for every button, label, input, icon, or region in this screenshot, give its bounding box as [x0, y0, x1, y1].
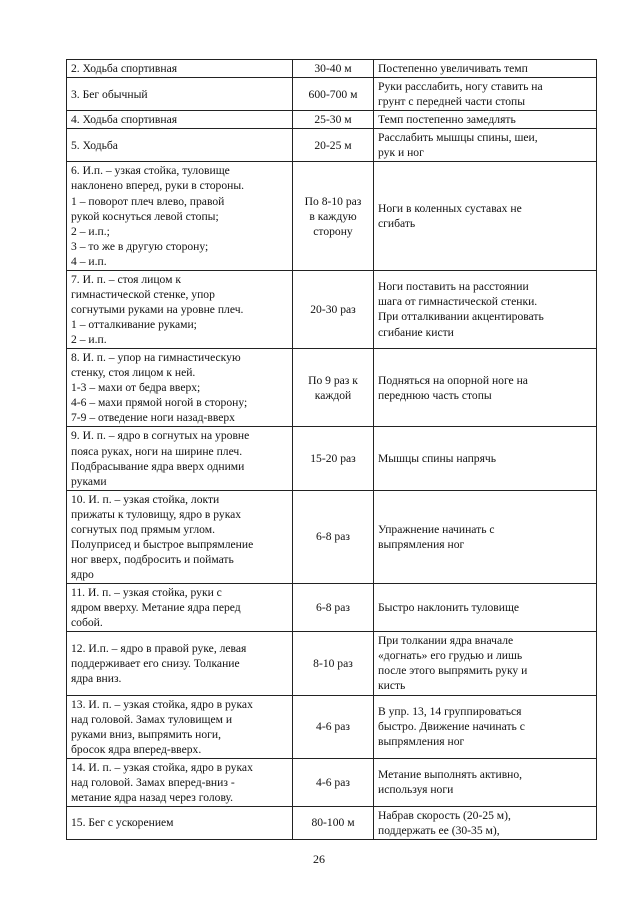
- dosage-cell: [293, 695, 374, 758]
- exercise-cell: [67, 270, 293, 348]
- notes-cell-line: сгибать: [378, 217, 416, 231]
- table-row: [67, 584, 597, 632]
- exercise-cell: [67, 806, 293, 839]
- exercise-cell-line: 2. Ходьба спортивная: [71, 62, 178, 75]
- exercise-cell-line: руками вниз, выпрямить ноги,: [71, 727, 221, 741]
- dosage-cell-line: 8-10 раз: [313, 656, 353, 670]
- table-row: [67, 758, 597, 806]
- exercise-cell-line: прижаты к туловищу, ядро в руках: [71, 507, 242, 521]
- exercise-cell: [67, 129, 293, 162]
- exercise-cell-line: над головой. Замах вперед-вниз -: [71, 775, 235, 789]
- exercise-cell-line: наклонено вперед, руки в стороны.: [71, 179, 245, 193]
- table-row: [67, 129, 597, 162]
- dosage-cell-line: По 9 раз к: [308, 373, 358, 387]
- notes-cell: [374, 78, 597, 111]
- notes-cell-line: переднюю часть стопы: [378, 388, 492, 402]
- dosage-cell: [293, 111, 374, 129]
- dosage-cell-line: в каждую: [309, 209, 357, 223]
- dosage-cell-line: 4-6 раз: [316, 720, 350, 734]
- notes-cell-line: Темп постепенно замедлять: [378, 113, 516, 127]
- exercise-cell-line: гимнастической стенке, упор: [71, 287, 215, 301]
- table-row: [67, 111, 597, 129]
- exercise-cell-line: 2 – и.п.: [71, 333, 107, 347]
- exercise-cell-line: Полуприсед и быстрое выпрямление: [71, 537, 254, 551]
- notes-cell: [374, 111, 597, 129]
- exercise-cell-line: Подбрасывание ядра вверх одними: [71, 459, 245, 473]
- exercise-cell: [67, 758, 293, 806]
- exercise-cell-line: 7. И. п. – стоя лицом к: [71, 272, 181, 286]
- dosage-cell-line: 80-100 м: [311, 816, 355, 830]
- dosage-cell-line: 20-25 м: [314, 138, 352, 152]
- dosage-cell-line: каждой: [314, 388, 352, 402]
- notes-cell-line: «догнать» его грудью и лишь: [378, 649, 523, 663]
- exercise-cell-line: 12. И.п. – ядро в правой руке, левая: [71, 641, 247, 655]
- dosage-cell: [293, 632, 374, 695]
- notes-cell: [374, 758, 597, 806]
- notes-cell-line: быстро. Движение начинать с: [378, 720, 525, 734]
- exercise-cell-line: рукой коснуться левой стопы;: [71, 209, 219, 223]
- exercise-cell-line: 1-3 – махи от бедра вверх;: [71, 381, 201, 395]
- notes-cell-line: Упражнение начинать с: [378, 522, 495, 536]
- exercise-cell-line: поддерживает его снизу. Толкание: [71, 656, 240, 670]
- notes-cell-line: В упр. 13, 14 группироваться: [378, 705, 522, 719]
- table-row: [67, 806, 597, 839]
- exercise-cell-line: руками: [71, 474, 107, 488]
- exercise-cell-line: 15. Бег с ускорением: [71, 816, 174, 830]
- exercise-cell-line: согнутых под прямым углом.: [71, 522, 215, 536]
- exercise-cell-line: бросок ядра вперед-вверх.: [71, 742, 202, 756]
- dosage-cell-line: 6-8 раз: [316, 601, 350, 615]
- exercise-cell: [67, 632, 293, 695]
- notes-cell: [374, 584, 597, 632]
- table-row: [67, 427, 597, 490]
- exercise-cell-line: 4 – и.п.: [71, 254, 107, 268]
- dosage-cell: [293, 270, 374, 348]
- table-row: [67, 162, 597, 270]
- notes-cell-line: шага от гимнастической стенки.: [378, 295, 538, 309]
- exercise-cell-line: ядра вниз.: [71, 671, 122, 685]
- exercise-cell: [67, 111, 293, 129]
- notes-cell: [374, 632, 597, 695]
- exercise-cell-line: 1 – отталкивание руками;: [71, 318, 197, 331]
- notes-cell: [374, 162, 597, 270]
- notes-cell-line: кисть: [378, 679, 406, 693]
- exercise-cell-line: 4-6 – махи прямой ногой в сторону;: [71, 396, 248, 410]
- dosage-cell: [293, 584, 374, 632]
- exercise-cell-line: 9. И. п. – ядро в согнутых на уровне: [71, 429, 250, 443]
- notes-cell-line: поддержать ее (30-35 м),: [378, 824, 500, 837]
- exercise-cell-line: 3. Бег обычный: [71, 87, 148, 101]
- notes-cell-line: При толкании ядра вначале: [378, 634, 514, 648]
- notes-cell-line: Мышцы спины напрячь: [378, 452, 497, 466]
- table-row: [67, 632, 597, 695]
- exercise-cell-line: 4. Ходьба спортивная: [71, 113, 178, 127]
- dosage-cell-line: 4-6 раз: [316, 775, 350, 789]
- notes-cell-line: выпрямления ног: [378, 735, 465, 749]
- notes-cell: [374, 349, 597, 427]
- dosage-cell-line: 25-30 м: [314, 113, 352, 127]
- exercise-cell-line: ядром вверху. Метание ядра перед: [71, 601, 241, 615]
- exercise-cell: [67, 78, 293, 111]
- exercise-cell-line: 1 – поворот плеч влево, правой: [71, 194, 225, 208]
- notes-cell-line: Метание выполнять активно,: [378, 768, 523, 782]
- exercise-table-body: [67, 60, 597, 840]
- dosage-cell: [293, 490, 374, 583]
- exercise-cell-line: согнутыми руками на уровне плеч.: [71, 302, 244, 316]
- notes-cell: [374, 129, 597, 162]
- exercise-cell-line: метание ядра назад через голову.: [71, 790, 234, 804]
- notes-cell: [374, 806, 597, 839]
- exercise-cell: [67, 695, 293, 758]
- dosage-cell: [293, 78, 374, 111]
- notes-cell-line: сгибание кисти: [378, 325, 454, 339]
- table-row: [67, 78, 597, 111]
- table-row: [67, 60, 597, 78]
- dosage-cell-line: По 8-10 раз: [304, 194, 362, 208]
- notes-cell-line: грунт с передней части стопы: [378, 95, 526, 109]
- exercise-cell-line: ног вверх, подбросить и поймать: [71, 552, 234, 566]
- notes-cell-line: используя ноги: [378, 783, 454, 797]
- notes-cell-line: Ноги поставить на расстоянии: [378, 280, 529, 294]
- exercise-cell-line: 8. И. п. – упор на гимнастическую: [71, 351, 241, 365]
- exercise-table: [66, 59, 597, 840]
- dosage-cell: [293, 758, 374, 806]
- page-number: 26: [313, 852, 325, 866]
- exercise-cell-line: 13. И. п. – узкая стойка, ядро в руках: [71, 697, 253, 711]
- notes-cell-line: Расслабить мышцы спины, шеи,: [378, 131, 538, 145]
- exercise-cell-line: 11. И. п. – узкая стойка, руки с: [71, 586, 222, 600]
- notes-cell-line: Набрав скорость (20-25 м),: [378, 808, 511, 822]
- dosage-cell: [293, 427, 374, 490]
- dosage-cell-line: 30-40 м: [314, 62, 352, 75]
- notes-cell-line: При отталкивании акцентировать: [378, 310, 544, 324]
- notes-cell: [374, 270, 597, 348]
- dosage-cell: [293, 162, 374, 270]
- table-row: [67, 270, 597, 348]
- notes-cell: [374, 490, 597, 583]
- table-row: [67, 695, 597, 758]
- notes-cell-line: выпрямления ног: [378, 537, 465, 551]
- dosage-cell: [293, 349, 374, 427]
- exercise-cell-line: 10. И. п. – узкая стойка, локти: [71, 492, 220, 506]
- table-row: [67, 490, 597, 583]
- notes-cell-line: Быстро наклонить туловище: [378, 601, 520, 615]
- exercise-cell-line: над головой. Замах туловищем и: [71, 712, 233, 726]
- notes-cell-line: после этого выпрямить руку и: [378, 664, 528, 678]
- notes-cell-line: Подняться на опорной ноге на: [378, 373, 528, 387]
- notes-cell-line: Ноги в коленных суставах не: [378, 202, 522, 216]
- dosage-cell-line: 15-20 раз: [310, 452, 356, 466]
- exercise-cell-line: 14. И. п. – узкая стойка, ядро в руках: [71, 760, 253, 774]
- notes-cell: [374, 695, 597, 758]
- exercise-cell-line: пояса руках, ноги на ширине плеч.: [71, 444, 243, 458]
- exercise-cell: [67, 490, 293, 583]
- exercise-cell: [67, 60, 293, 78]
- dosage-cell-line: сторону: [313, 224, 353, 238]
- dosage-cell: [293, 129, 374, 162]
- exercise-cell-line: собой.: [71, 616, 103, 630]
- exercise-cell-line: стенку, стоя лицом к ней.: [71, 366, 196, 380]
- dosage-cell-line: 6-8 раз: [316, 530, 350, 544]
- exercise-cell-line: ядро: [71, 568, 94, 581]
- notes-cell-line: рук и ног: [378, 146, 424, 160]
- exercise-cell: [67, 584, 293, 632]
- exercise-cell-line: 2 – и.п.;: [71, 224, 110, 238]
- dosage-cell: [293, 806, 374, 839]
- notes-cell: [374, 427, 597, 490]
- table-row: [67, 349, 597, 427]
- exercise-cell: [67, 162, 293, 270]
- exercise-cell-line: 6. И.п. – узкая стойка, туловище: [71, 164, 230, 178]
- exercise-cell-line: 3 – то же в другую сторону;: [71, 239, 209, 253]
- dosage-cell: [293, 60, 374, 78]
- exercise-cell-line: 5. Ходьба: [71, 138, 118, 152]
- exercise-cell: [67, 427, 293, 490]
- notes-cell-line: Руки расслабить, ногу ставить на: [378, 80, 543, 94]
- exercise-cell: [67, 349, 293, 427]
- notes-cell-line: Постепенно увеличивать темп: [378, 62, 528, 75]
- dosage-cell-line: 600-700 м: [308, 87, 358, 101]
- dosage-cell-line: 20-30 раз: [310, 302, 356, 316]
- notes-cell: [374, 60, 597, 78]
- exercise-cell-line: 7-9 – отведение ноги назад-вверх: [71, 411, 235, 425]
